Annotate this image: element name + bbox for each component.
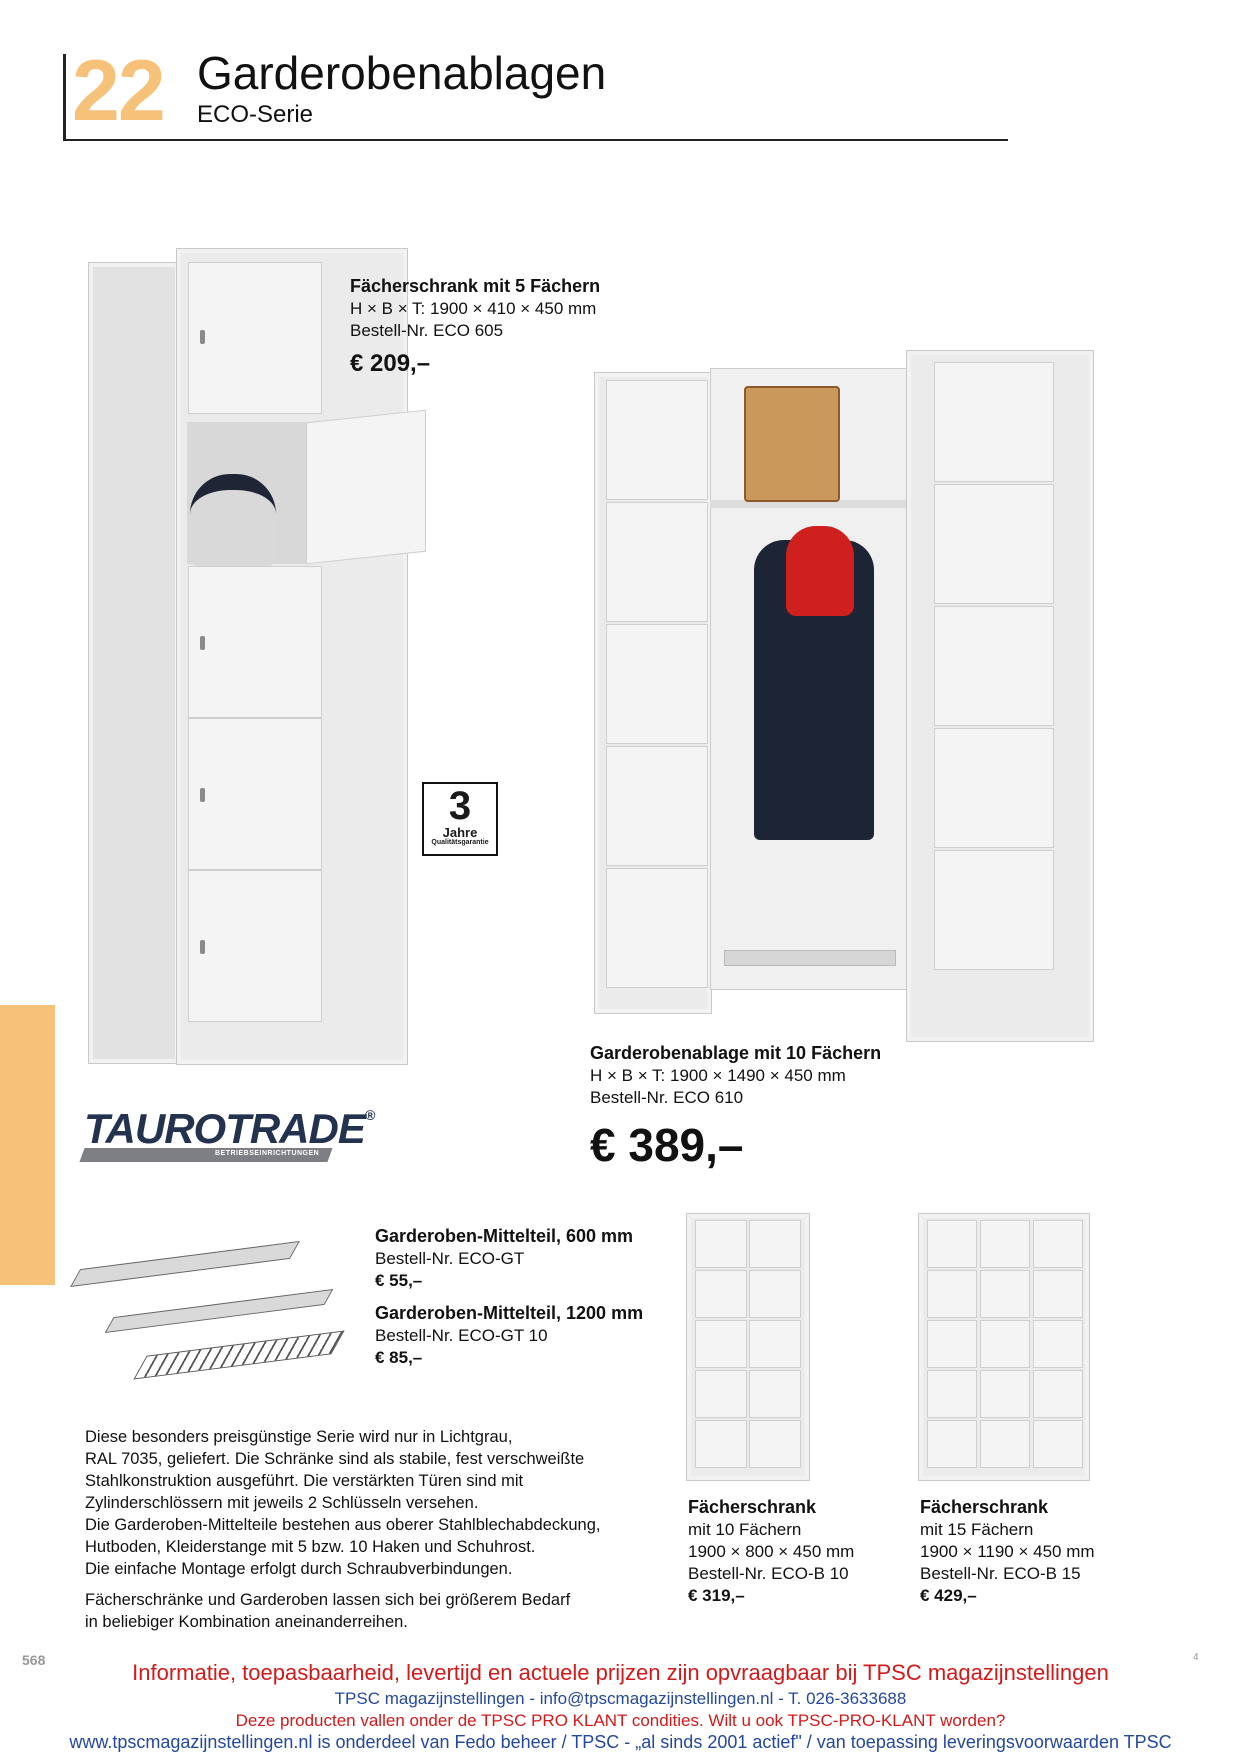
- eco-b10-title: Fächerschrank: [688, 1497, 817, 1517]
- description-line: Die Garderoben-Mittelteile bestehen aus oberer Stahlblechabdeckung,: [85, 1516, 601, 1534]
- eco-b10-compartments: mit 10 Fächern: [688, 1520, 802, 1539]
- chapter-number: 22: [72, 43, 164, 139]
- warranty-sublabel: Qualitätsgarantie: [431, 839, 489, 846]
- eco605-dimensions: H × B × T: 1900 × 410 × 450 mm: [350, 299, 597, 318]
- description-line: Die einfache Montage erfolgt durch Schraubverbindungen.: [85, 1560, 513, 1578]
- brand-logo: [84, 1105, 375, 1152]
- eco-b10-price: € 319,–: [688, 1586, 745, 1605]
- eco-gt-title: Garderoben-Mittelteil, 600 mm: [375, 1226, 634, 1246]
- eco-gt10-price: € 85,–: [375, 1348, 423, 1367]
- description-line: in beliebiger Kombination aneinanderreihen.: [85, 1613, 408, 1631]
- description-line: RAL 7035, geliefert. Die Schränke sind als stabile, fest verschweißte: [85, 1450, 585, 1468]
- header-rule-vertical: [63, 54, 66, 140]
- product-image-eco605: [88, 248, 338, 1063]
- eco-b15-compartments: mit 15 Fächern: [920, 1520, 1034, 1539]
- eco-gt-order-number: Bestell-Nr. ECO-GT: [375, 1249, 525, 1268]
- description-line: Zylinderschlössern mit jeweils 2 Schlüsseln versehen.: [85, 1494, 479, 1512]
- brand-logo-registered: ®: [364, 1107, 375, 1123]
- side-tab: [0, 1005, 55, 1285]
- eco-b10-order-number: Bestell-Nr. ECO-B 10: [688, 1564, 849, 1583]
- eco610-order-number: Bestell-Nr. ECO 610: [590, 1088, 744, 1107]
- product-image-eco610: [594, 350, 1124, 1050]
- footer-website-line[interactable]: www.tpscmagazijnstellingen.nl is onderdeel van Fedo beheer / TPSC - „al sinds 2001 actief" / van toepassing leveringsvoorwaarden TPSC: [69, 1732, 1172, 1752]
- warranty-label: Jahre: [442, 825, 478, 840]
- description-line: Fächerschränke und Garderoben lassen sich bei größerem Bedarf: [85, 1591, 571, 1609]
- eco610-dimensions: H × B × T: 1900 × 1490 × 450 mm: [590, 1066, 846, 1085]
- eco-gt10-title: Garderoben-Mittelteil, 1200 mm: [375, 1303, 644, 1323]
- eco605-title: Fächerschrank mit 5 Fächern: [350, 276, 601, 296]
- eco-b15-dimensions: 1900 × 1190 × 450 mm: [920, 1542, 1095, 1561]
- brand-logo-tagline: BETRIEBSEINRICHTUNGEN: [215, 1150, 320, 1157]
- description-paragraph: [85, 1426, 601, 1580]
- footer-conditions-line: Deze producten vallen onder de TPSC PRO KLANT condities. Wilt u ook TPSC-PRO-KLANT worden?: [235, 1711, 1006, 1730]
- eco-b15-price: € 429,–: [920, 1586, 977, 1605]
- description-line: Diese besonders preisgünstige Serie wird nur in Lichtgrau,: [85, 1428, 513, 1446]
- eco610-title: Garderobenablage mit 10 Fächern: [590, 1043, 882, 1063]
- eco-b10-dimensions: 1900 × 800 × 450 mm: [688, 1542, 855, 1561]
- header-rule-horizontal: [63, 139, 1008, 141]
- footer-info-line: Informatie, toepasbaarheid, levertijd en actuele prijzen zijn opvraagbaar bij TPSC magazijnstellingen: [132, 1660, 1109, 1685]
- eco-b15-title: Fächerschrank: [920, 1497, 1049, 1517]
- eco605-price: € 209,–: [350, 350, 431, 377]
- warranty-years: 3: [448, 784, 472, 828]
- description-line: Stahlkonstruktion ausgeführt. Die verstärkten Türen sind mit: [85, 1472, 524, 1490]
- eco610-price: € 389,–: [590, 1119, 744, 1171]
- page-subtitle: ECO-Serie: [197, 101, 314, 128]
- page-title: Garderobenablagen: [197, 47, 607, 99]
- eco-gt10-order-number: Bestell-Nr. ECO-GT 10: [375, 1326, 548, 1345]
- eco-gt-price: € 55,–: [375, 1271, 423, 1290]
- footer-contact-line: TPSC magazijnstellingen - info@tpscmagazijnstellingen.nl - T. 026-3633688: [334, 1689, 907, 1708]
- brand-logo-name: TAUROTRADE: [84, 1105, 365, 1152]
- product-image-eco-b10: [686, 1213, 810, 1481]
- warranty-badge: [422, 782, 498, 856]
- page-number: 568: [22, 1652, 46, 1668]
- product-image-eco-b15: [918, 1213, 1090, 1481]
- product-image-middle-parts: [78, 1225, 348, 1375]
- page-mark: 4: [1193, 1652, 1199, 1663]
- eco-b15-order-number: Bestell-Nr. ECO-B 15: [920, 1564, 1081, 1583]
- description-paragraph-2: [85, 1589, 570, 1633]
- eco605-order-number: Bestell-Nr. ECO 605: [350, 321, 504, 340]
- description-line: Hutboden, Kleiderstange mit 5 bzw. 10 Haken und Schuhrost.: [85, 1538, 536, 1556]
